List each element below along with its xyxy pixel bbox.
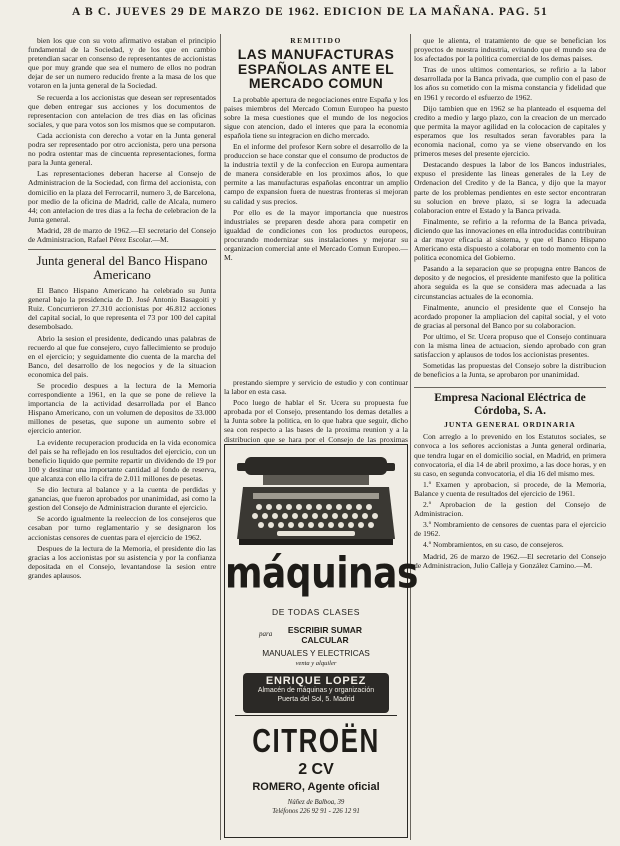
ad-line-calc: CALCULAR [301, 635, 349, 645]
ad-headline: máquinas [225, 549, 418, 599]
article-paragraph: Abrio la sesion el presidente, dedicando unas palabras de recuerdo al que fue consejero, cuyo fallecimiento se produjo en el ejercicio; y seguidamente dio cuenta de la marcha del Banco, del desarrollo de los negocios y de la situacion economica del pais. [28, 333, 216, 379]
ad-line: venta y alquiler [295, 660, 337, 667]
article-paragraph: Pasando a la separacion que se propugna entre Bancos de deposito y de negocios, el presidente manifesto que la politica ahora seguida es la que se considera mas adecuada a las circunstancias actuales de la economia. [414, 264, 606, 301]
article-paragraph: La evidente recuperacion producida en la vida economica del pais se ha reflejado en los resultados del ejercicio, con un beneficio liquido que permite repartir un dividendo de 19 por 100 y destinar una importante cantidad al fondo de reserva, que alcanza con ello la cifra de 2.011 millones de pesetas. [28, 437, 216, 483]
ad-dealer-box [243, 673, 389, 713]
ad-divider [235, 715, 397, 716]
ad-line: MANUALES Y ELECTRICAS [262, 648, 370, 658]
column-center-continued [224, 378, 408, 444]
article-paragraph: Por ultimo, el Sr. Ucera propuso que el Consejo continuara con la misma linea de actuacion, siendo aprobado con gran satisfaccion y aplausos de todos los accionistas presentes. [414, 331, 606, 360]
article-paragraph: que le alienta, el tratamiento de que se benefician los proyectos de nuestra industria, evitando que el mundo sea de los afectados por la politica comercial de los demas paises. [414, 36, 606, 64]
article-paragraph: En el informe del profesor Kern sobre el desarrollo de la produccion se hace constar que el consumo de productos de la industria textil y de la confeccion en Europa aumentara de manera considerable en los proximos años, lo que permite a las manufacturas españolas encontrar un amplio campo de expansion fuera de nuestras fronteras si mejoran su calidad y sus precios. [224, 141, 408, 206]
article-paragraph: Se dio lectura al balance y a la cuenta de perdidas y ganancias, que fueron aprobados por unanimidad, asi como la gestion del Consejo de Administracion durante el ejercicio. [28, 485, 216, 513]
ad-brand: CITROËN [252, 721, 380, 760]
signature-line: Madrid, 26 de marzo de 1962.—El secretario del Consejo de Administracion, Julio Calleja y González Camino.—M. [414, 551, 606, 570]
column-right [414, 36, 606, 836]
article-paragraph: Se procedio despues a la lectura de la Memoria correspondiente a 1961, en la que se pone de relieve la importancia de la actividad desarrollada por el Banco Hispano Americano, con un volumen de depositos de 33.000 millones de pesetas, que supone un aumento sobre el ejercicio anterior. [28, 381, 216, 436]
article-paragraph: Por ello es de la mayor importancia que nuestros industriales se preparen desde ahora para competir en igualdad de condiciones con los productos europeos, procurando modernizar sus instalaciones y mejorar su organizacion comercial ante el Mercado Comun Europeo.—M. [224, 207, 408, 263]
article-paragraph: 1.º Examen y aprobacion, si procede, de la Memoria, Balance y cuenta de resultados del ejercicio de 1961. [414, 479, 606, 498]
ad-address [225, 798, 407, 816]
column-center [224, 36, 408, 376]
article-paragraph: Se acordo igualmente la reeleccion de los consejeros que cesaban por turno reglamentario y se designaron los accionistas censores de cuentas para el ejercicio de 1962. [28, 514, 216, 542]
article-paragraph: Finalmente, anuncio el presidente que el Consejo ha acordado proponer la ampliacion del capital social, y el voto de gracias al personal del Banco por su colaboracion. [414, 302, 606, 330]
article-kicker: REMITIDO [290, 36, 342, 45]
signature-line: Madrid, 28 de marzo de 1962.—El secretario del Consejo de Administracion, Rafael Pérez Escolar.—M. [28, 225, 216, 244]
typewriter-illustration [233, 451, 399, 549]
article-paragraph: Destacando despues la labor de los Bancos industriales, expuso el presidente las lineas generales de la Ley de Ordenacion del Credito y de la Banca, y dijo que la mayor parte de los problemas pendientes en este sector encontraran su solucion en breve plazo, si se logra la adecuada colaboracion entre el Estado y la Banca privada. [414, 160, 606, 215]
article-paragraph: bien los que con su voto afirmativo estaban el principio fundamental de la Sociedad, y de los que en cambio pretendian sacar en consenso de representantes de accionistas que por muy grande que sea el numero de ellos no podran dejar de ser un numero reducido frente a la masa de los que votaron en la junta general de la Sociedad. [28, 36, 216, 91]
advertisement [224, 444, 418, 838]
section-headline: Junta general del Banco Hispano Americano [28, 249, 216, 282]
article-paragraph: Sometidas las propuestas del Consejo sobre la distribucion de beneficios a la Junta, se aprobaron por unanimidad. [414, 361, 606, 380]
section-headline: Empresa Nacional Eléctrica de Córdoba, S. A. [414, 387, 606, 417]
dealer-line: Puerta del Sol, 5. Madrid [277, 695, 355, 703]
column-rule-2 [410, 34, 411, 840]
article-paragraph: Poco luego de hablar el Sr. Ucera su propuesta fue aprobada por el Consejo, presentando los demas detalles a la Junta sobre la politica, en lo que habra que seguir, dicho sea con respecto a las bases de la proxima reunion y a la distribucion que se hara por el Consejo de las proximas [224, 398, 408, 444]
dealer-line: Almacén de máquinas y organización [257, 687, 375, 694]
ad-address-line: Núñez de Balboa, 39 [287, 799, 345, 806]
article-paragraph: Tras de unos ultimos comentarios, se refirio a la labor desarrollada por la Banca privada, que cumplio con el paso de los años su cometido con la misma constancia y fidelidad que en 1961 y recordo el esfuerzo de 1962. [414, 65, 606, 102]
article-paragraph: 4.º Nombramientos, en su caso, de consejeros. [423, 540, 564, 550]
ad-line-write: ESCRIBIR SUMAR [287, 625, 363, 635]
article-paragraph: Dijo tambien que en 1962 se ha planteado el esquema del credito a medio y largo plazo, con la creacion de un mercado que permita la mayor agilidad en la colocacion de capitales y esperamos que los resultados seran favorables para la economia nacional, como ya se viene observando en los primeros meses del presente ejercicio. [414, 103, 606, 159]
article-paragraph: 3.º Nombramiento de censores de cuentas para el ejercicio de 1962. [414, 520, 606, 539]
ad-line: DE TODAS CLASES [271, 607, 361, 617]
article-paragraph: Se recuerda a los accionistas que desean ser representados que deben entregar sus acciones y los documentos de representacion con antelacion de tres dias en las oficinas sociales, y que para votos son los mismos que se computaron. [28, 92, 216, 129]
ad-model: 2 CV [298, 761, 334, 778]
ad-address-line: Teléfonos 226 92 91 - 226 12 91 [272, 808, 360, 815]
column-rule-1 [220, 34, 221, 840]
article-paragraph: Finalmente, se refirio a la reforma de la Banca privada, diciendo que las innovaciones en ella introducidas contribuiran a dar mayor eficacia al sistema, y que el Banco Hispano Americano esta dispuesto a colaborar en todo momento con la politica economica del Gobierno. [414, 216, 606, 263]
article-paragraph: El Banco Hispano Americano ha celebrado su Junta general bajo la presidencia de D. José Antonio Basagoiti y Ruiz. Concurrieron 27.310 accionistas por 46.812 acciones del capital social, lo que representa el 73 por 100 del capital desembolsado. [28, 286, 216, 332]
article-paragraph: Las representaciones deberan hacerse al Consejo de Administracion de la Sociedad, con firma del accionista, con domicilio en la plaza del Ferrocarril, numero 3, de Barcelona, por medio de la oficina de Madrid, calle de Alcala, numero 44; con antelacion de tres dias a la fecha de celebracion de la Junta general. [28, 169, 216, 224]
article-paragraph: Despues de la lectura de la Memoria, el presidente dio las gracias a los accionistas por su asistencia y por la confianza depositada en el Consejo, levantandose la sesion entre grandes aplausos. [28, 543, 216, 580]
section-subheadline: JUNTA GENERAL ORDINARIA [444, 420, 576, 430]
column-left [28, 36, 216, 836]
ad-para-word: para [259, 630, 273, 638]
article-paragraph: La probable apertura de negociaciones entre España y los paises miembros del Mercado Comun Europeo ha puesto sobre la mesa cuestiones que el mundo de los negocios sigue con atencion, dado el interes que para la economia española tiene su integracion en dicho mercado. [224, 94, 408, 140]
article-paragraph: 2.º Aprobacion de la gestion del Consejo de Administracion. [414, 500, 606, 519]
article-paragraph: Con arreglo a lo prevenido en los Estatutos sociales, se convoca a los señores accionistas a Junta general ordinaria, que tendra lugar en el domicilio social, en Madrid, en primera convocatoria, el dia 14 de abril proximo, a las doce horas, y en su caso, en segunda convocatoria, el dia 16 del mismo mes. [414, 432, 606, 478]
ad-line [225, 625, 407, 645]
page-masthead: A B C. JUEVES 29 DE MARZO DE 1962. EDICION DE LA MAÑANA. PAG. 51 [72, 6, 548, 18]
dealer-name: ENRIQUE LOPEZ [265, 675, 367, 687]
article-headline: LAS MANUFACTURAS ESPAÑOLAS ANTE EL MERCADO COMUN [237, 46, 395, 91]
ad-agent: ROMERO, Agente oficial [252, 781, 380, 793]
article-paragraph: prestando siempre y servicio de estudio y con continuar la labor en esta casa. [224, 378, 408, 397]
article-paragraph: Cada accionista con derecho a votar en la Junta general podra ser representado por otro accionista, pero una persona no podra ostentar mas de cincuenta representaciones, forma para la Junta general. [28, 130, 216, 168]
